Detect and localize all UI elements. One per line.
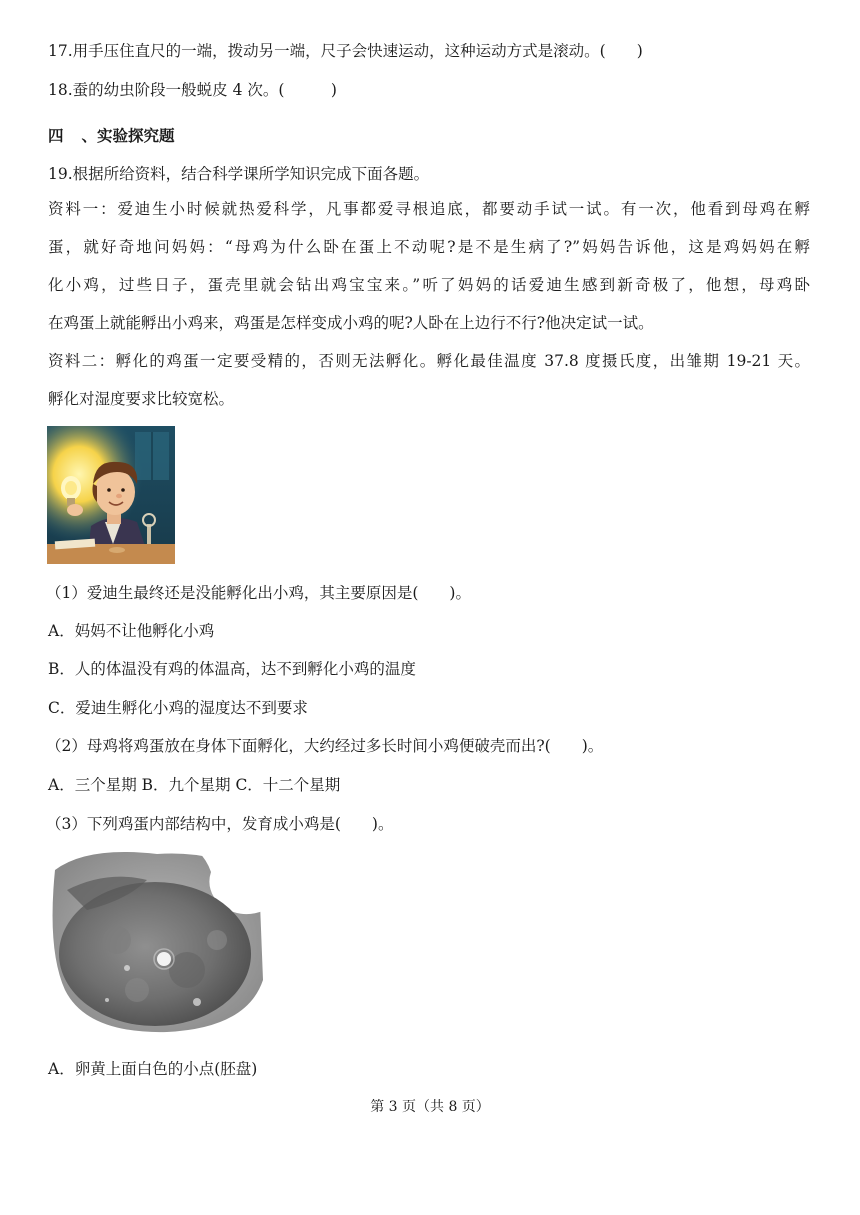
sub-question-3: （3）下列鸡蛋内部结构中，发育成小鸡是( )。 — [46, 815, 394, 833]
sub-question-3-option-a: A．卵黄上面白色的小点(胚盘) — [48, 1060, 258, 1078]
sub-question-1-option-c: C．爱迪生孵化小鸡的湿度达不到要求 — [48, 699, 308, 717]
section-heading — [48, 125, 175, 147]
section-title: 、实验探究题 — [81, 127, 175, 145]
question-19-intro: 19.根据所给资料，结合科学课所学知识完成下面各题。 — [48, 165, 430, 183]
sub-question-1: （1）爱迪生最终还是没能孵化出小鸡，其主要原因是( )。 — [46, 584, 471, 602]
edison-illustration — [47, 426, 175, 564]
sub-question-2: （2）母鸡将鸡蛋放在身体下面孵化，大约经过多长时间小鸡便破壳而出?( )。 — [46, 737, 604, 755]
question-17: 17.用手压住直尺的一端，拨动另一端，尺子会快速运动，这种运动方式是滚动。( ) — [48, 42, 643, 60]
material-1-line: 化小鸡，过些日子，蛋壳里就会钻出鸡宝宝来。”听了妈妈的话爱迪生感到新奇极了，他想，母鸡卧 — [48, 276, 810, 294]
sub-question-1-option-b: B．人的体温没有鸡的体温高，达不到孵化小鸡的温度 — [48, 660, 416, 678]
question-18: 18.蚕的幼虫阶段一般蜕皮 4 次。( ) — [48, 81, 337, 99]
sub-question-2-options: A．三个星期 B．九个星期 C．十二个星期 — [48, 776, 341, 794]
material-1-line: 资料一：爱迪生小时候就热爱科学，凡事都爱寻根追底，都要动手试一试。有一次，他看到母鸡在孵 — [48, 200, 810, 218]
material-2-line: 资料二：孵化的鸡蛋一定要受精的，否则无法孵化。孵化最佳温度 37.8 度摄氏度，出雏期 19-21 天。 — [48, 352, 810, 370]
section-number: 四 — [48, 127, 64, 145]
material-1-line: 蛋，就好奇地问妈妈：“母鸡为什么卧在蛋上不动呢?是不是生病了?”妈妈告诉他，这是鸡妈妈在孵 — [48, 238, 810, 256]
material-1-line: 在鸡蛋上就能孵出小鸡来，鸡蛋是怎样变成小鸡的呢?人卧在上边行不行?他决定试一试。 — [48, 314, 654, 332]
material-2-line: 孵化对湿度要求比较宽松。 — [48, 390, 235, 408]
page-footer: 第 3 页（共 8 页） — [370, 1099, 490, 1115]
egg-yolk-photo — [47, 850, 265, 1034]
sub-question-1-option-a: A．妈妈不让他孵化小鸡 — [48, 622, 215, 640]
